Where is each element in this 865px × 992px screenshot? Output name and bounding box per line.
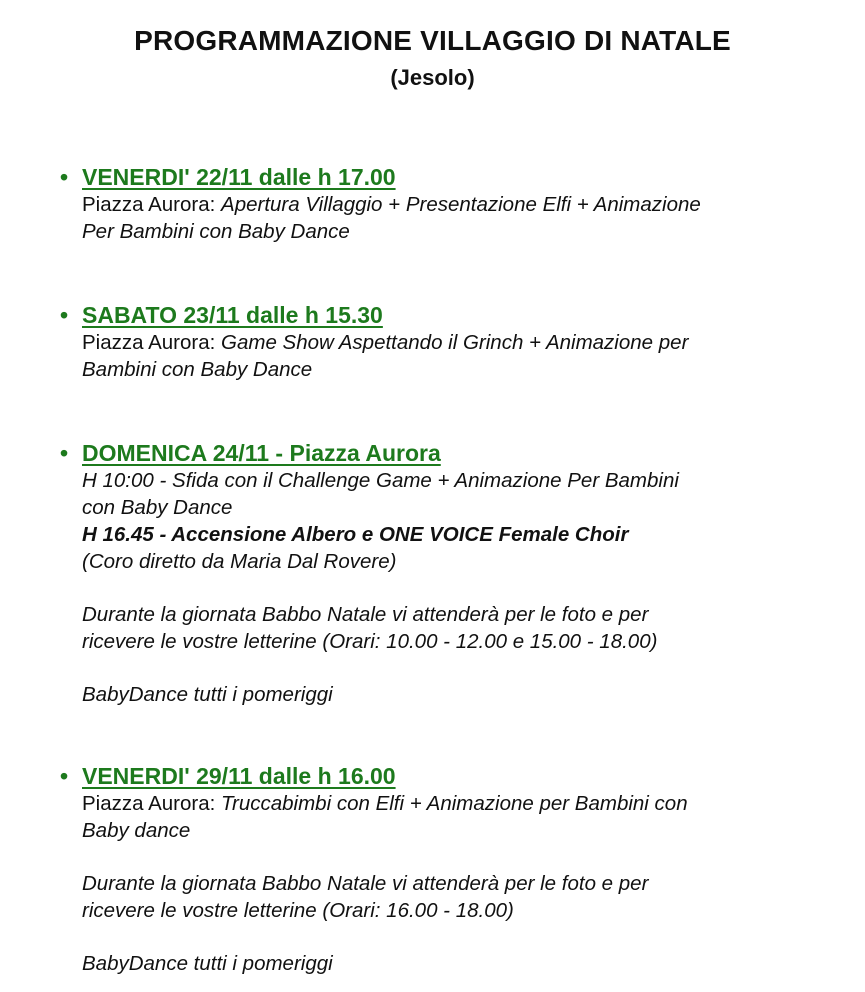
event-description-line: Durante la giornata Babbo Natale vi attenderà per le foto e per bbox=[82, 872, 649, 895]
spacer bbox=[82, 575, 822, 601]
event-activity: Game Show Aspettando il Grinch + Animazione per bbox=[221, 331, 689, 354]
event-section-1 bbox=[60, 163, 822, 245]
event-heading-4 bbox=[60, 762, 822, 790]
event-description-line bbox=[82, 790, 822, 817]
event-description-line: Per Bambini con Baby Dance bbox=[82, 220, 350, 243]
event-heading-text: VENERDI' 29/11 dalle h 16.00 bbox=[82, 763, 396, 789]
spacer bbox=[82, 924, 822, 950]
event-description-line: Baby dance bbox=[82, 819, 191, 842]
event-heading-text: DOMENICA 24/11 - Piazza Aurora bbox=[82, 440, 441, 466]
event-description-line bbox=[82, 329, 822, 356]
event-heading-2 bbox=[60, 301, 822, 329]
event-description-line: BabyDance tutti i pomeriggi bbox=[82, 952, 333, 975]
event-section-4 bbox=[60, 762, 822, 977]
page-subtitle: (Jesolo) bbox=[390, 65, 475, 90]
event-heading-text: SABATO 23/11 dalle h 15.30 bbox=[82, 302, 383, 328]
event-description-line: (Coro diretto da Maria Dal Rovere) bbox=[82, 550, 397, 573]
event-description-line: Bambini con Baby Dance bbox=[82, 358, 313, 381]
spacer bbox=[82, 844, 822, 870]
bullet-icon: • bbox=[60, 440, 69, 466]
event-activity: Apertura Villaggio + Presentazione Elfi + Animazione bbox=[221, 193, 701, 216]
event-place: Piazza Aurora: bbox=[82, 792, 222, 815]
event-place: Piazza Aurora: bbox=[82, 331, 222, 354]
event-description-line: ricevere le vostre letterine (Orari: 10.00 - 12.00 e 15.00 - 18.00) bbox=[82, 630, 658, 653]
event-place: Piazza Aurora: bbox=[82, 193, 222, 216]
event-description-line: ricevere le vostre letterine (Orari: 16.00 - 18.00) bbox=[82, 899, 514, 922]
page-title: PROGRAMMAZIONE VILLAGGIO DI NATALE bbox=[134, 25, 731, 56]
event-section-3 bbox=[60, 439, 822, 708]
bullet-icon: • bbox=[60, 164, 69, 190]
event-description-line bbox=[82, 191, 822, 218]
spacer bbox=[82, 655, 822, 681]
event-highlight-line: H 16.45 - Accensione Albero e ONE VOICE Female Choir bbox=[82, 523, 629, 546]
event-heading-1 bbox=[60, 163, 822, 191]
event-activity: Truccabimbi con Elfi + Animazione per Bambini con bbox=[221, 792, 688, 815]
event-description-line: BabyDance tutti i pomeriggi bbox=[82, 683, 333, 706]
event-heading-text: VENERDI' 22/11 dalle h 17.00 bbox=[82, 164, 396, 190]
event-heading-3 bbox=[60, 439, 822, 467]
event-description-line: H 10:00 - Sfida con il Challenge Game + Animazione Per Bambini bbox=[82, 469, 679, 492]
event-section-2 bbox=[60, 301, 822, 383]
event-description-line: con Baby Dance bbox=[82, 496, 233, 519]
bullet-icon: • bbox=[60, 302, 69, 328]
event-description-line: Durante la giornata Babbo Natale vi attenderà per le foto e per bbox=[82, 603, 649, 626]
bullet-icon: • bbox=[60, 763, 69, 789]
